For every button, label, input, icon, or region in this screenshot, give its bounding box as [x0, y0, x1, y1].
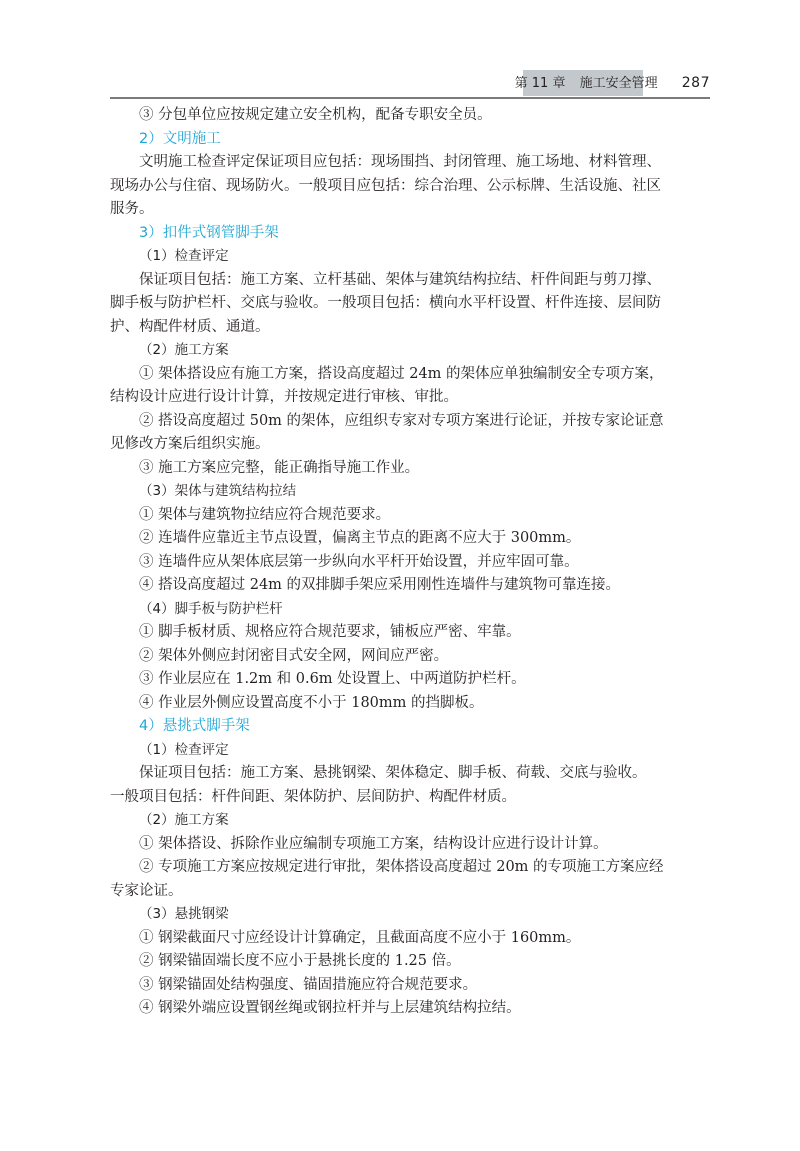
list-item: ② 连墙件应靠近主节点设置，偏离主节点的距离不应大于 300mm。: [139, 530, 581, 546]
paragraph-line: 见修改方案后组织实施。: [110, 436, 270, 452]
list-item: ① 钢梁截面尺寸应经设计计算确定，且截面高度不应小于 160mm。: [139, 929, 581, 946]
chapter-title: 施工安全管理: [579, 76, 658, 91]
section-heading: 4）悬挑式脚手架: [139, 718, 250, 734]
page-number: 287: [681, 75, 710, 91]
subsection-heading: （3）架体与建筑结构拉结: [139, 483, 297, 499]
paragraph-line: 文明施工检查评定保证项目应包括：现场围挡、封闭管理、施工场地、材料管理、: [139, 154, 661, 170]
chapter-label: 第 11 章: [514, 76, 566, 91]
paragraph-line: ② 专项施工方案应按规定进行审批，架体搭设高度超过 20m 的专项施工方案应经: [139, 859, 664, 875]
section-heading: 3）扣件式钢管脚手架: [139, 224, 279, 241]
paragraph-line: ① 架体搭设应有施工方案，搭设高度超过 24m 的架体应单独编制安全专项方案，: [139, 365, 664, 382]
subsection-heading: （3）悬挑钢梁: [139, 906, 229, 922]
list-item: ④ 钢梁外端应设置钢丝绳或钢拉杆并与上层建筑结构拉结。: [139, 1000, 521, 1016]
list-item: ① 架体与建筑物拉结应符合规范要求。: [139, 506, 391, 523]
list-item: ④ 作业层外侧应设置高度不小于 180mm 的挡脚板。: [139, 694, 484, 711]
list-item: ③ 分包单位应按规定建立安全机构，配备专职安全员。: [139, 107, 492, 123]
paragraph-line: 专家论证。: [110, 882, 183, 899]
section-heading: 2）文明施工: [139, 130, 221, 147]
paragraph-line: 现场办公与住宿、现场防火。一般项目应包括：综合治理、公示标牌、生活设施、社区: [110, 177, 661, 194]
paragraph-line: ② 搭设高度超过 50m 的架体，应组织专家对专项方案进行论证，并按专家论证意: [139, 412, 664, 429]
subsection-heading: （1）检查评定: [139, 248, 229, 264]
header-rule: [110, 97, 710, 99]
subsection-heading: （2）施工方案: [139, 342, 229, 358]
list-item: ③ 作业层应在 1.2m 和 0.6m 处设置上、中两道防护栏杆。: [139, 671, 526, 687]
list-item: ③ 施工方案应完整，能正确指导施工作业。: [139, 459, 420, 476]
paragraph-line: 保证项目包括：施工方案、立杆基础、架体与建筑结构拉结、杆件间距与剪刀撑、: [139, 271, 661, 288]
subsection-heading: （4）脚手板与防护栏杆: [139, 600, 283, 617]
subsection-heading: （2）施工方案: [139, 812, 229, 828]
header-text: [515, 70, 710, 96]
list-item: ① 脚手板材质、规格应符合规范要求，铺板应严密、牢靠。: [139, 624, 521, 640]
subsection-heading: （1）检查评定: [139, 741, 229, 758]
paragraph-line: 护、构配件材质、通道。: [110, 318, 270, 335]
paragraph-line: 保证项目包括：施工方案、悬挑钢梁、架体稳定、脚手板、荷载、交底与验收。: [139, 765, 647, 781]
running-header: [110, 70, 710, 100]
page-body: [110, 104, 710, 1021]
list-item: ② 架体外侧应封闭密目式安全网，网间应严密。: [139, 647, 449, 664]
paragraph-line: 脚手板与防护栏杆、交底与验收。一般项目包括：横向水平杆设置、杆件连接、层间防: [110, 295, 661, 311]
paragraph-line: 结构设计应进行设计计算，并按规定进行审核、审批。: [110, 389, 458, 405]
list-item: ④ 搭设高度超过 24m 的双排脚手架应采用刚性连墙件与建筑物可靠连接。: [139, 577, 621, 593]
list-item: ① 架体搭设、拆除作业应编制专项施工方案，结构设计应进行设计计算。: [139, 835, 608, 852]
list-item: ② 钢梁锚固端长度不应小于悬挑长度的 1.25 倍。: [139, 953, 461, 969]
paragraph-line: 一般项目包括：杆件间距、架体防护、层间防护、构配件材质。: [110, 788, 516, 805]
list-item: ③ 钢梁锚固处结构强度、锚固措施应符合规范要求。: [139, 976, 478, 993]
list-item: ③ 连墙件应从架体底层第一步纵向水平杆开始设置，并应牢固可靠。: [139, 553, 579, 570]
paragraph-line: 服务。: [110, 201, 154, 217]
